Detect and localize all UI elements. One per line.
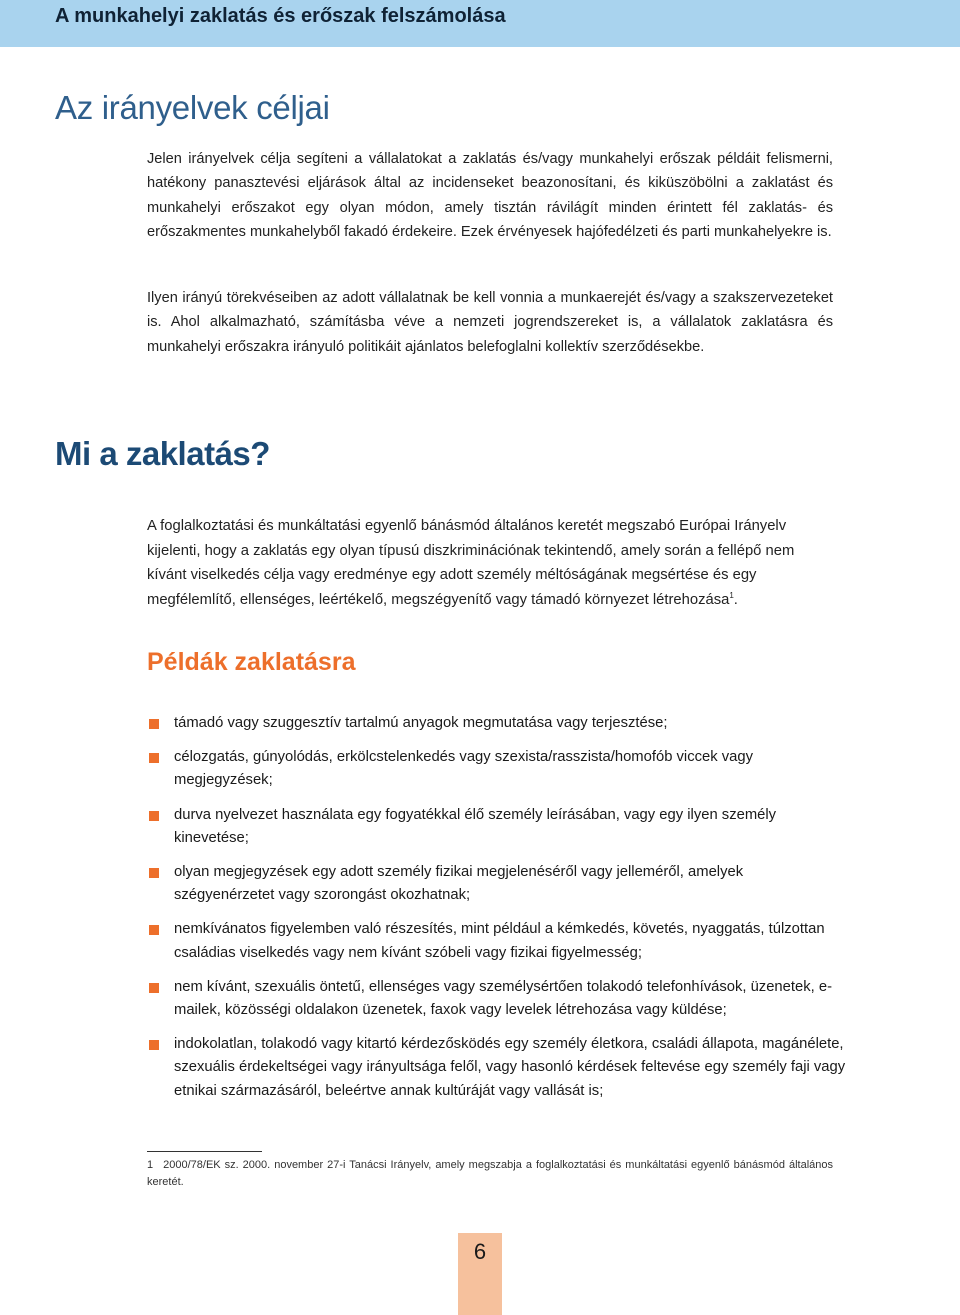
square-bullet-icon [149,753,159,763]
list-item-text: támadó vagy szuggesztív tartalmú anyagok megmutatása vagy terjesztése; [174,715,668,731]
list-item [147,712,847,735]
list-item-text: nem kívánt, szexuális öntetű, ellenséges vagy személysértően tolakodó telefonhívások, üzenetek, e-mailek, közösségi oldalakon üzenetek, faxok vagy levelek létrehozása vagy küldése; [174,978,833,1019]
list-item-text: nemkívánatos figyelemben való részesítés, mint például a kémkedés, követés, nyaggatás, túlzottan családias viselkedés vagy nem kívánt szóbeli vagy fizikai figyelmesség; [174,921,825,961]
list-item [147,861,847,907]
list-item-text: célozgatás, gúnyolódás, erkölcstelenkedés vagy szexista/rasszista/homofób viccek vagy megjegyzések; [174,749,754,789]
section-heading-what-is-harassment: Mi a zaklatás? [55,435,270,472]
list-item-text: indokolatlan, tolakodó vagy kitartó kérdezősködés egy személy életkora, családi állapota, magánélete, szexuális érdekeltségei vagy irányultsága felől, vagy hasonló kérdések feltevése egy személy faji vagy etnikai származásáról, beleértve annak kultúráját vagy vallását is; [174,1036,846,1099]
list-item [147,976,847,1022]
list-item [147,746,847,792]
footnote-reference[interactable]: 1 [729,590,734,600]
definition-text: A foglalkoztatási és munkáltatási egyenlő bánásmód általános keretét megszabó Európai Irányelv kijelenti, hogy a zaklatás egy olyan típusú diszkriminációnak tekintendő, amely során a fellépő nem kívánt viselkedés célja vagy eredménye egy adott személy méltóságának megsértése és egy megfélemlítő, ellenséges, leértékelő, megszégyenítő vagy támadó környezet létrehozása [147,518,795,608]
square-bullet-icon [149,983,159,993]
section-heading-examples: Példák zaklatásra [147,648,356,676]
square-bullet-icon [149,925,159,935]
footnote-divider [147,1151,262,1152]
square-bullet-icon [149,1040,159,1050]
list-item-text: olyan megjegyzések egy adott személy fizikai megjelenéséről vagy jelleméről, amelyek szégyenérzetet vagy szorongást okozhatnak; [174,864,744,904]
list-item-text: durva nyelvezet használata egy fogyatékkal élő személy leírásában, vagy egy ilyen személy kinevetése; [174,806,777,846]
footnote-text: 2000/78/EK sz. 2000. november 27-i Tanácsi Irányelv, amely megszabja a foglalkoztatási és munkáltatási egyenlő bánásmód általános keretét. [147,1159,833,1188]
paragraph-harassment-definition [147,514,837,612]
list-item [147,804,847,850]
section-heading-guidelines-goals: Az irányelvek céljai [55,89,330,126]
list-item [147,918,847,964]
definition-end: . [733,591,738,608]
footnote [147,1157,833,1190]
paragraph-guidelines-unions: Ilyen irányú törekvéseiben az adott vállalatnak be kell vonnia a munkaerejét és/vagy a szakszervezeteket is. Ahol alkalmazható, számításba véve a nemzeti jogrendszereket is, a vállalatok zaklatásra és munkahelyi erőszakra irányuló politikáit ajánlatos belefoglalni kollektív szerződésekbe. [147,290,833,355]
document-title: A munkahelyi zaklatás és erőszak felszámolása [55,5,506,27]
paragraph-guidelines-purpose: Jelen irányelvek célja segíteni a vállalatokat a zaklatás és/vagy munkahelyi erőszak példáit felismerni, hatékony panasztevési eljárások által az incidenseket beazonosítani, és kiküszöbölni a zaklatást és munkahelyi erőszakot egy olyan módon, amely tisztán rávilágít minden érintett fél zaklatás- és erőszakmentes munkahelyből fakadó érdekeire. Ezek érvényesek hajófedélzeti és parti munkahelyekre is. [147,151,833,240]
footnote-number: 1 [147,1159,154,1171]
square-bullet-icon [149,811,159,821]
list-item [147,1033,847,1103]
page-number: 6 [458,1233,502,1315]
square-bullet-icon [149,868,159,878]
examples-list [147,712,847,1114]
square-bullet-icon [149,719,159,729]
